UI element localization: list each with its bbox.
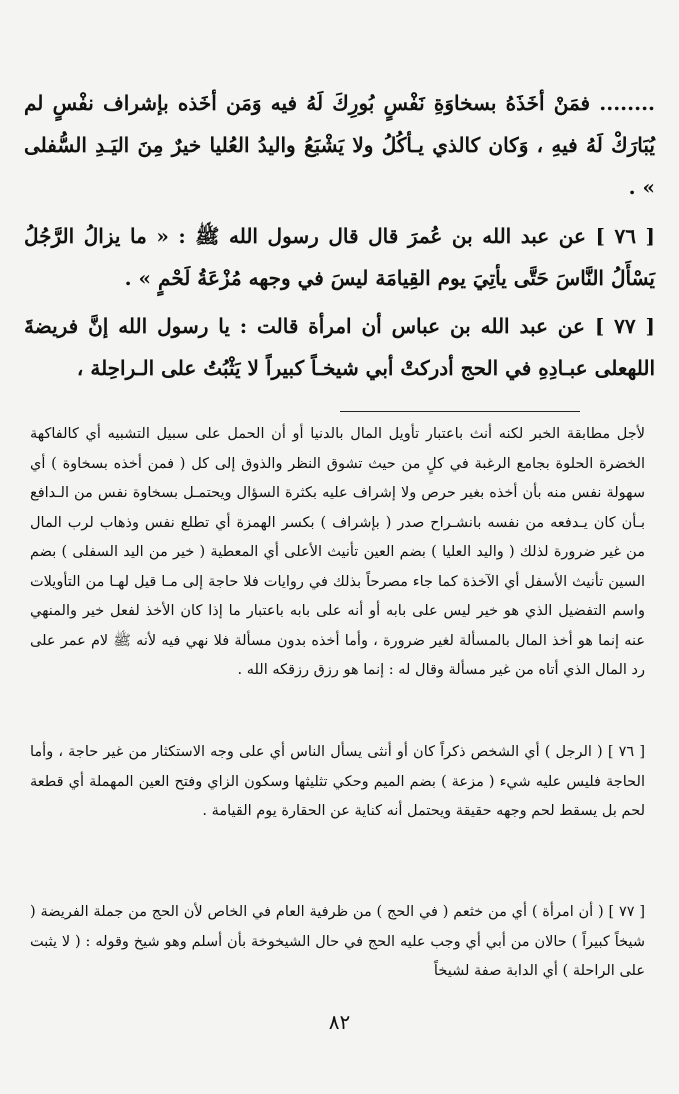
main-text-para3: [ ٧٧ ] عن عبد الله بن عباس أن امرأة قالت : يا رسول الله إنَّ فريضةَ اللهعلى عبـادِهِ في الحج أدركتْ أبي شيخـاً كبيراً لا يَثْبُتُ على الـراحِلة ، — [24, 314, 655, 380]
footnote-1 — [30, 420, 645, 686]
footnote-76 — [30, 738, 645, 827]
footnote-text-1: لأجل مطابقة الخبر لكنه أنث باعتبار تأويل المال بالدنيا أو أن الحمل على سبيل التشبيه أي كالفاكهة الخضرة الحلوة بجامع الرغبة في كلٍ من حيث تشوق النظر والذوق إلى كل ( فمن أخذه بسخاوة ) أي سهولة نفس منه بأن أخذه بغير حرص ولا إشراف عليه بكثرة السؤال ويحتمـل بسخاوة نفس من الـدافع بـأن كان يـدفعه من نفسه بانشـراح صدر ( بإشراف ) بكسر الهمزة أي تطلع نفس وذهاب لرب المال من غير ضرورة لذلك ( واليد العليا ) بضم العين تأنيث الأعلى أي المعطية ( خير من اليد السفلى ) بضم السين تأنيث الأسفل أي الآخذة كما جاء مصرحاً بذلك في روايات فلا حاجة إلى مـا قيل لهـا من التأويلات واسم التفضيل الذي هو خير ليس على بابه أو أنه على بابه باعتبار ما إذا كان الأخذ لفعل خير والمنهي عنه إنما هو أخذ المال بالمسألة لغير ضرورة ، وأما أخذه بدون مسألة فلا نهي فيه لأنه ﷺ لام عمر على رد المال الذي أتاه من غير مسألة وقال له : إنما هو رزق رزقكه الله . — [30, 426, 645, 678]
main-text-para1: ........ فمَنْ أخَذَهُ بسخاوَةِ نَفْسٍ بُورِكَ لَهُ فيه وَمَن أخَذه بإشراف نفْسٍ لم يُبَارَكْ لَهُ فيهِ ، وَكان كالذي يـأكُلُ ولا يَشْبَعُ واليدُ العُليا خيرٌ مِنَ اليَـدِ السُّفلى » . — [24, 91, 655, 199]
page-number: ٨٢ — [328, 1010, 351, 1034]
footnote-text-77: [ ٧٧ ] ( أن امرأة ) أي من خثعم ( في الحج ) من ظرفية العام في الخاص لأن الحج من جملة الفريضة ( شيخاً كبيراً ) حالان من أبي أي وجب عليه الحج في حال الشيخوخة بأن أسلم وهو شيخ وقوله : ( لا يثبت على الراحلة ) أي الدابة صفة لشيخاً — [30, 904, 645, 979]
main-paragraph-hadith-end — [24, 82, 655, 208]
main-text-para2: [ ٧٦ ] عن عبد الله بن عُمرَ قال قال رسول الله ﷺ : « ما يزالُ الرَّجُلُ يَسْأَلُ النَّاسَ حَتَّى يأتِيَ يوم القِيامَة ليسَ في وجهه مُزْعَةُ لَحْمٍ » . — [24, 224, 655, 290]
footnote-separator — [340, 411, 580, 412]
main-paragraph-hadith-77 — [24, 305, 655, 389]
footnote-text-76: [ ٧٦ ] ( الرجل ) أي الشخص ذكراً كان أو أنثى يسأل الناس أي على وجه الاستكثار من غير حاجة ، وأما الحاجة فليس عليه شيء ( مزعة ) بضم الميم وحكي تثليثها وسكون الزاي وفتح العين المهملة أي قطعة لحم بل يسقط لحم وجهه حقيقة ويحتمل أنه كناية عن الحقارة يوم القيامة . — [30, 744, 645, 819]
footnote-77 — [30, 898, 645, 987]
main-paragraph-hadith-76 — [24, 215, 655, 299]
